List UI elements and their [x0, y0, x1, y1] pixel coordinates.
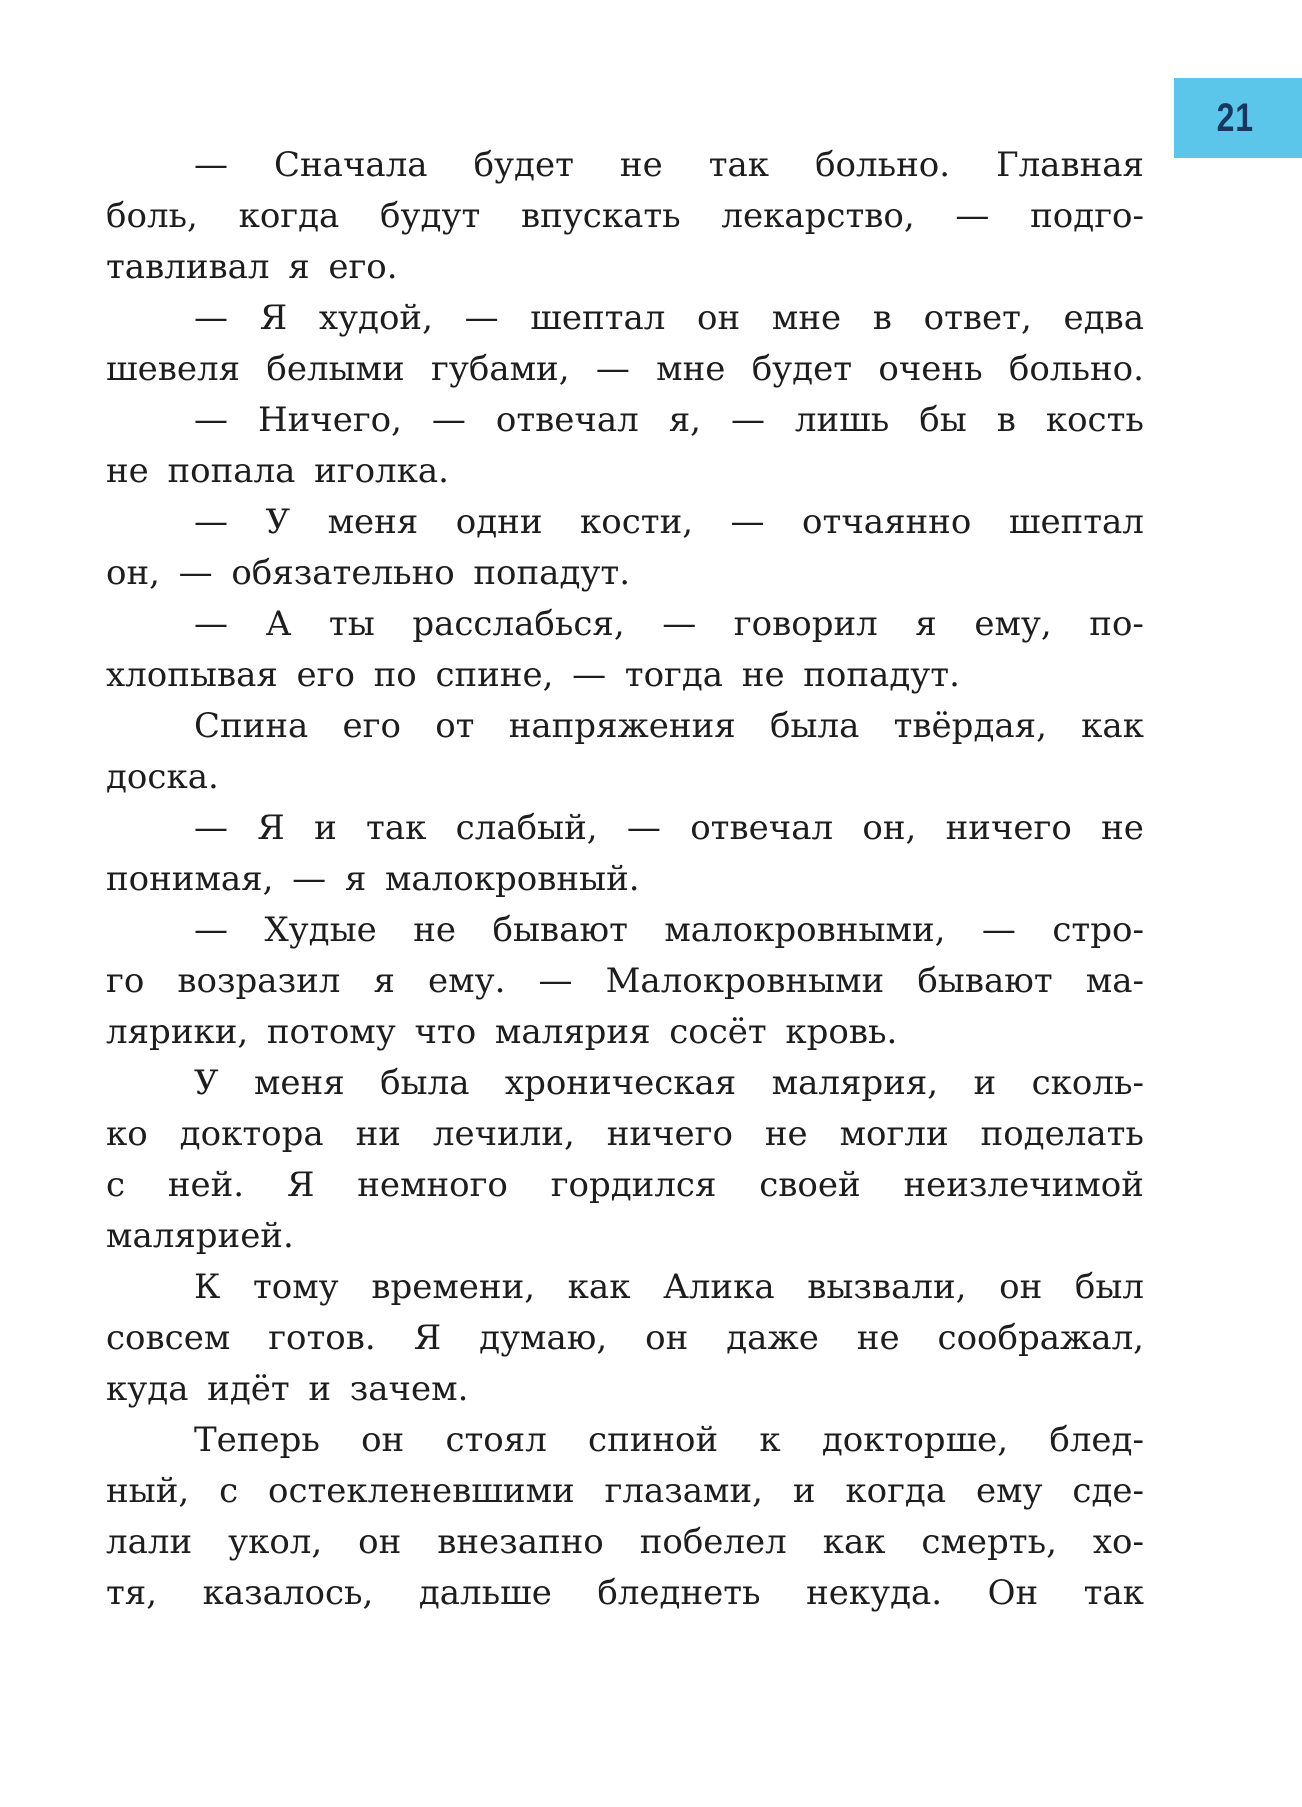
text-line: тавливал я его. — [106, 247, 398, 287]
text-line: хлопывая его по спине, — тогда не попадут. — [106, 655, 960, 695]
text-line: лали укол, он внезапно побелел как смерть, хо- — [106, 1522, 1144, 1562]
page-number: 21 — [1216, 95, 1254, 140]
text-line: он, — обязательно попадут. — [106, 553, 631, 593]
text-line: понимая, — я малокровный. — [106, 859, 640, 899]
text-line: боль, когда будут впускать лекарство, — подго- — [106, 196, 1144, 236]
page-number-tab — [1174, 78, 1302, 158]
text-line: тя, казалось, дальше бледнеть некуда. Он так — [106, 1573, 1144, 1613]
text-line: Теперь он стоял спиной к докторше, блед- — [194, 1420, 1144, 1460]
text-line: К тому времени, как Алика вызвали, он был — [194, 1267, 1144, 1307]
text-line: лярики, потому что малярия сосёт кровь. — [106, 1012, 898, 1052]
text-line: доска. — [106, 757, 219, 797]
body-text — [106, 140, 1144, 1619]
text-line: ко доктора ни лечили, ничего не могли поделать — [106, 1114, 1144, 1154]
text-line: куда идёт и зачем. — [106, 1369, 469, 1409]
text-line: — У меня одни кости, — отчаянно шептал — [194, 502, 1144, 542]
text-line: го возразил я ему. — Малокровными бывают ма- — [106, 961, 1144, 1001]
text-line: шевеля белыми губами, — мне будет очень больно. — [106, 349, 1144, 389]
text-line: Спина его от напряжения была твёрдая, как — [194, 706, 1144, 746]
text-line: ный, с остекленевшими глазами, и когда ему сде- — [106, 1471, 1144, 1511]
text-line: малярией. — [106, 1216, 294, 1256]
text-line: — Я и так слабый, — отвечал он, ничего не — [194, 808, 1144, 848]
text-line: — Сначала будет не так больно. Главная — [194, 145, 1144, 185]
text-line: — А ты расслабься, — говорил я ему, по- — [194, 604, 1144, 644]
text-line: — Ничего, — отвечал я, — лишь бы в кость — [194, 400, 1144, 440]
text-line: — Я худой, — шептал он мне в ответ, едва — [194, 298, 1144, 338]
text-line: не попала иголка. — [106, 451, 449, 491]
text-line: с ней. Я немного гордился своей неизлечимой — [106, 1165, 1144, 1205]
text-line: совсем готов. Я думаю, он даже не соображал, — [106, 1318, 1144, 1358]
text-line: У меня была хроническая малярия, и сколь- — [194, 1063, 1144, 1103]
text-line: — Худые не бывают малокровными, — стро- — [194, 910, 1144, 950]
